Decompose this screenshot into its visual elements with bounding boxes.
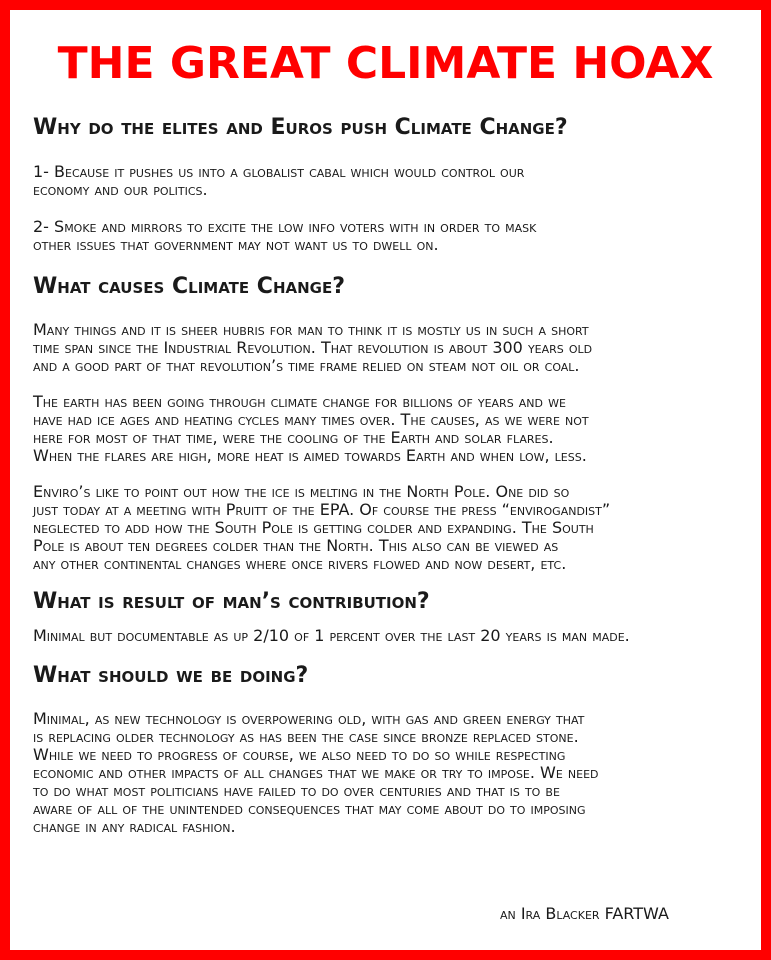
- text-line: Pole is about ten degrees colder than the North. This also can be viewed as: [33, 536, 559, 555]
- section-what-causes: [33, 272, 758, 573]
- section-what-should-we-do: [33, 661, 758, 836]
- text-line: Many things and it is sheer hubris for man to think it is mostly us in such a short: [33, 320, 589, 339]
- text-line: Enviro’s like to point out how the ice is melting in the North Pole. One did so: [33, 482, 570, 501]
- text-line: to do what most politicians have failed to do over centuries and that is to be: [33, 781, 560, 800]
- paragraph: [33, 627, 758, 645]
- text-line: When the flares are high, more heat is aimed towards Earth and when low, less.: [33, 446, 587, 465]
- text-line: Minimal but documentable as up 2/10 of 1 percent over the last 20 years is man made.: [33, 626, 630, 645]
- page-title: THE GREAT CLIMATE HOAX: [57, 38, 714, 89]
- paragraph: [33, 218, 758, 254]
- text-line: 1- Because it pushes us into a globalist cabal which would control our: [33, 162, 525, 181]
- section-heading: What is result of man’s contribution?: [33, 589, 430, 614]
- paragraph: [33, 163, 758, 199]
- section-why-elites: [33, 113, 758, 254]
- section-heading: What causes Climate Change?: [33, 274, 345, 299]
- text-line: have had ice ages and heating cycles many times over. The causes, as we were not: [33, 410, 589, 429]
- text-line: neglected to add how the South Pole is getting colder and expanding. The South: [33, 518, 594, 537]
- signature: an Ira Blacker FARTWA: [500, 904, 669, 923]
- document-body: [33, 113, 758, 836]
- text-line: just today at a meeting with Pruitt of the EPA. Of course the press “envirogandist”: [33, 500, 611, 519]
- section-mans-contribution: [33, 587, 758, 645]
- text-line: 2- Smoke and mirrors to excite the low info voters with in order to mask: [33, 217, 537, 236]
- section-heading: What should we be doing?: [33, 663, 309, 688]
- text-line: other issues that government may not want us to dwell on.: [33, 235, 439, 254]
- text-line: Minimal, as new technology is overpowering old, with gas and green energy that: [33, 709, 585, 728]
- text-line: While we need to progress of course, we also need to do so while respecting: [33, 745, 566, 764]
- paragraph: [33, 393, 758, 465]
- section-heading: Why do the elites and Euros push Climate Change?: [33, 115, 568, 140]
- text-line: economic and other impacts of all changes that we make or try to impose. We need: [33, 763, 599, 782]
- text-line: aware of all of the unintended consequences that may come about do to imposing: [33, 799, 586, 818]
- text-line: change in any radical fashion.: [33, 817, 236, 836]
- text-line: and a good part of that revolution’s time frame relied on steam not oil or coal.: [33, 356, 580, 375]
- paragraph: [33, 710, 758, 836]
- text-line: here for most of that time, were the cooling of the Earth and solar flares.: [33, 428, 554, 447]
- text-line: any other continental changes where once rivers flowed and now desert, etc.: [33, 554, 567, 573]
- paragraph: [33, 483, 758, 573]
- paragraph: [33, 321, 758, 375]
- text-line: economy and our politics.: [33, 180, 208, 199]
- text-line: is replacing older technology as has been the case since bronze replaced stone.: [33, 727, 579, 746]
- text-line: The earth has been going through climate change for billions of years and we: [33, 392, 566, 411]
- text-line: time span since the Industrial Revolution. That revolution is about 300 years old: [33, 338, 593, 357]
